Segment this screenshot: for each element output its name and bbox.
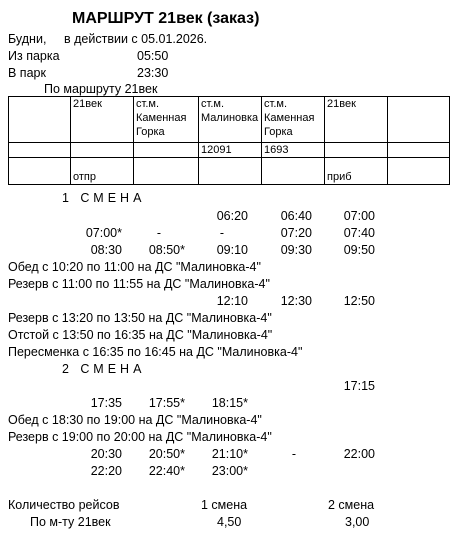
time-cell: 08:50*	[148, 243, 185, 257]
stops-header-table	[8, 96, 450, 185]
header-blank-cell	[9, 158, 71, 185]
header-blank-cell	[262, 158, 325, 185]
arrive-time: 23:30	[137, 66, 169, 80]
stop-code	[134, 143, 199, 158]
schedule-note: Отстой с 13:50 по 16:35 на ДС "Малиновка-4"	[8, 328, 273, 342]
time-cell: -	[219, 226, 225, 240]
time-cell: 09:10	[216, 243, 248, 257]
depart-time: 05:50	[137, 49, 169, 63]
stop-name: 21век	[325, 97, 388, 143]
header-blank-cell	[134, 158, 199, 185]
shift2-trip-count: 3,00	[345, 515, 370, 529]
stop-code	[71, 143, 134, 158]
stop-code: 12091	[199, 143, 262, 158]
time-cell: 17:35	[90, 396, 122, 410]
shift2-label: 2 СМЕНА	[62, 362, 146, 376]
time-cell: -	[156, 226, 162, 240]
depart-label: Из парка	[8, 49, 60, 63]
trips-count-label: Количество рейсов	[8, 498, 120, 512]
time-cell: 12:30	[280, 294, 312, 308]
time-cell: 20:30	[90, 447, 122, 461]
header-blank-cell	[9, 97, 71, 143]
stop-code: 1693	[262, 143, 325, 158]
time-cell: 06:40	[280, 209, 312, 223]
time-cell: 09:30	[280, 243, 312, 257]
page-title: МАРШРУТ 21век (заказ)	[72, 10, 260, 27]
schedule-note: Резерв с 19:00 по 20:00 на ДС "Малиновка-4"	[8, 430, 272, 444]
time-cell: 21:10*	[211, 447, 248, 461]
time-cell: 22:00	[343, 447, 375, 461]
header-blank-cell	[388, 97, 450, 143]
time-cell: 07:20	[280, 226, 312, 240]
stop-name: ст.м. Каменная Горка	[134, 97, 199, 143]
header-blank-cell	[9, 143, 71, 158]
time-cell: -	[291, 447, 297, 461]
time-cell: 22:40*	[148, 464, 185, 478]
stop-name: 21век	[71, 97, 134, 143]
direction-label: приб	[325, 158, 388, 185]
schedule-note: Обед с 18:30 по 19:00 на ДС "Малиновка-4"	[8, 413, 262, 427]
time-cell: 07:40	[343, 226, 375, 240]
time-cell: 17:15	[343, 379, 375, 393]
shift2-summary-label: 2 смена	[328, 498, 375, 512]
effective-date: в действии с 05.01.2026.	[64, 32, 208, 46]
schedule-note: Пересменка с 16:35 по 16:45 на ДС "Малиновка-4"	[8, 345, 303, 359]
direction-label: отпр	[71, 158, 134, 185]
time-cell: 17:55*	[148, 396, 185, 410]
time-cell: 12:50	[343, 294, 375, 308]
schedule-note: Резерв с 11:00 по 11:55 на ДС "Малиновка-4"	[8, 277, 270, 291]
stop-code	[325, 143, 388, 158]
header-blank-cell	[199, 158, 262, 185]
shift1-summary-label: 1 смена	[201, 498, 248, 512]
shift1-trip-count: 4,50	[217, 515, 242, 529]
time-cell: 12:10	[216, 294, 248, 308]
time-cell: 18:15*	[211, 396, 248, 410]
header-blank-cell	[388, 143, 450, 158]
shift1-label: 1 СМЕНА	[62, 191, 146, 205]
day-type: Будни,	[8, 32, 47, 46]
time-cell: 09:50	[343, 243, 375, 257]
time-cell: 23:00*	[211, 464, 248, 478]
time-cell: 08:30	[90, 243, 122, 257]
route-summary-label: По м-ту 21век	[30, 515, 111, 529]
route-label: По маршруту 21век	[44, 82, 158, 96]
time-cell: 07:00*	[85, 226, 122, 240]
time-cell: 20:50*	[148, 447, 185, 461]
time-cell: 06:20	[216, 209, 248, 223]
arrive-label: В парк	[8, 66, 46, 80]
header-blank-cell	[388, 158, 450, 185]
schedule-note: Резерв с 13:20 по 13:50 на ДС "Малиновка-4"	[8, 311, 272, 325]
time-cell: 07:00	[343, 209, 375, 223]
stop-name: ст.м. Каменная Горка	[262, 97, 325, 143]
schedule-note: Обед с 10:20 по 11:00 на ДС "Малиновка-4"	[8, 260, 261, 274]
time-cell: 22:20	[90, 464, 122, 478]
stop-name: ст.м. Малиновка	[199, 97, 262, 143]
